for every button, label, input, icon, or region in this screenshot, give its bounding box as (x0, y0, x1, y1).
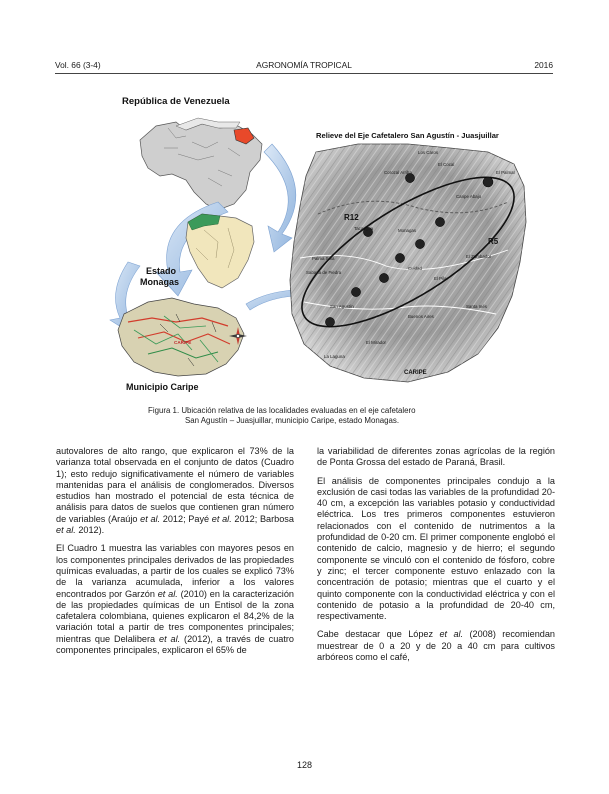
state-label-1: Estado (146, 266, 177, 276)
header-rule (55, 73, 553, 74)
year-label: 2016 (534, 60, 553, 70)
municipality-map (118, 298, 247, 376)
place-label: Los Caros (418, 150, 439, 155)
paragraph (56, 543, 294, 656)
right-column (317, 446, 555, 670)
monagas-state-map (186, 214, 254, 288)
text-run: la variabilidad de diferentes zonas agrícolas de la región de Ponta Grossa del estado de Paraná, Brasil. (317, 446, 555, 468)
place-label: Corozal Arriba (384, 170, 412, 175)
municipality-label: Municipio Caripe (126, 382, 199, 392)
place-label: El Zumbador (466, 254, 492, 259)
journal-title: AGRONOMÍA TROPICAL (256, 60, 352, 70)
caption-line-1: Figura 1. Ubicación relativa de las localidades evaluadas en el eje cafetalero (148, 406, 416, 415)
place-label: Palma Sola (312, 256, 335, 261)
text-run: El Cuadro 1 muestra las variables con mayores pesos en los componentes principales derivados de las propiedades químicas evaluadas, a partir de los cuales se explicó 73% de la varianza acumulada, inferior a los valores encontrados por Garzón (56, 543, 294, 599)
place-label: Buenos Aires (408, 314, 434, 319)
paragraph (56, 446, 294, 536)
italic-text: et al. (159, 633, 181, 644)
arrow-curve-right (264, 144, 296, 252)
running-header (55, 60, 553, 74)
text-run: 2012; Payé (160, 513, 212, 524)
place-label: El Palmar (496, 170, 516, 175)
text-run: (2012), a través de cuatro componentes principales, explicaron el 65% de (56, 633, 294, 656)
text-run: autovalores de alto rango, que explicaron el 73% de la varianza total observada en el conjunto de datos (Cuadro 1); esto redujo significativamente el número de variables mantenidas para el análisis de conglomerados. Diversos estudios han mostrado el potencial de esta técnica de análisis para datos de suelos que contienen gran número de variables (Araújo (56, 446, 294, 524)
venezuela-map (140, 118, 262, 210)
municipio-town-label: CARIPE (174, 340, 192, 345)
italic-text: et al. (140, 513, 161, 524)
caption-line-2: San Agustín – Juasjuillar, municipio Caripe, estado Monagas. (185, 416, 400, 426)
relief-town-label: CARIPE (404, 370, 427, 376)
italic-text: et al. (157, 588, 178, 599)
relief-map (281, 144, 535, 382)
country-label: República de Venezuela (122, 96, 230, 107)
location-map-figure (68, 82, 544, 402)
text-run: Cabe destacar que López (317, 629, 440, 640)
paragraph (317, 476, 555, 623)
place-label: Santa Inés (466, 304, 487, 309)
place-label: Cuidad (408, 266, 422, 271)
text-run: 2012). (75, 525, 105, 536)
road-r5-label: R5 (488, 237, 499, 246)
paragraph (317, 629, 555, 663)
place-label: El Mirador (366, 340, 387, 345)
italic-text: et al. (439, 629, 464, 640)
place-label: El Pilar (434, 276, 448, 281)
text-run: (2010) en la caracterización de las propiedades químicas de un Entisol de la zona cafetalera colombiana, quienes explicaron el 84,2% de la variación total a partir de tres componentes principales; mientras que Delalibera (56, 588, 294, 644)
place-label: La Laguna (324, 354, 345, 359)
figure-caption (148, 406, 458, 427)
place-label: El Cocal (438, 162, 455, 167)
state-label-2: Monagas (140, 277, 180, 287)
text-run: El análisis de componentes principales condujo a la exclusión de casi todas las variables de la profundidad 20-40 cm, a excepción las variables potasio y conductividad eléctrica. Los tres primeros componentes estuvieron relacionados con el contenido de nutrimentos a la profundidad de 0-20 cm. El primer componente englobó el contenido de calcio, magnesio y de hierro; el segundo componente se vinculó con el contenido de fósforo, cobre y zinc; el tercer componente estuvo enlazado con la concentración de potasio; mientras que el cuarto y el quinto componente con la conductividad eléctrica y con el contenido de potasio a la profundidad de 20-40 cm, respectivamente. (317, 475, 555, 622)
text-run: 2012; Barbosa (231, 513, 294, 524)
volume-label: Vol. 66 (3-4) (55, 60, 101, 70)
italic-text: et al. (211, 513, 232, 524)
figure-1 (68, 82, 544, 402)
place-label: Caripe Abajo (456, 194, 482, 199)
place-label: Tacarigua (354, 226, 374, 231)
italic-text: et al. (56, 525, 76, 536)
place-label: Monagas (398, 228, 417, 233)
place-label: Sabana de Piedra (306, 270, 342, 275)
page-number: 128 (296, 760, 313, 770)
road-r12-label: R12 (344, 213, 359, 222)
paragraph (317, 446, 555, 469)
relief-title: Relieve del Eje Cafetalero San Agustín - Juasjuillar (316, 131, 499, 140)
place-label: San Agustín (330, 304, 354, 309)
left-column (56, 446, 294, 663)
text-run: (2008) recomiendan muestrear de 0 a 20 y de 20 a 40 cm para cultivos arbóreos como el café, (317, 629, 555, 663)
